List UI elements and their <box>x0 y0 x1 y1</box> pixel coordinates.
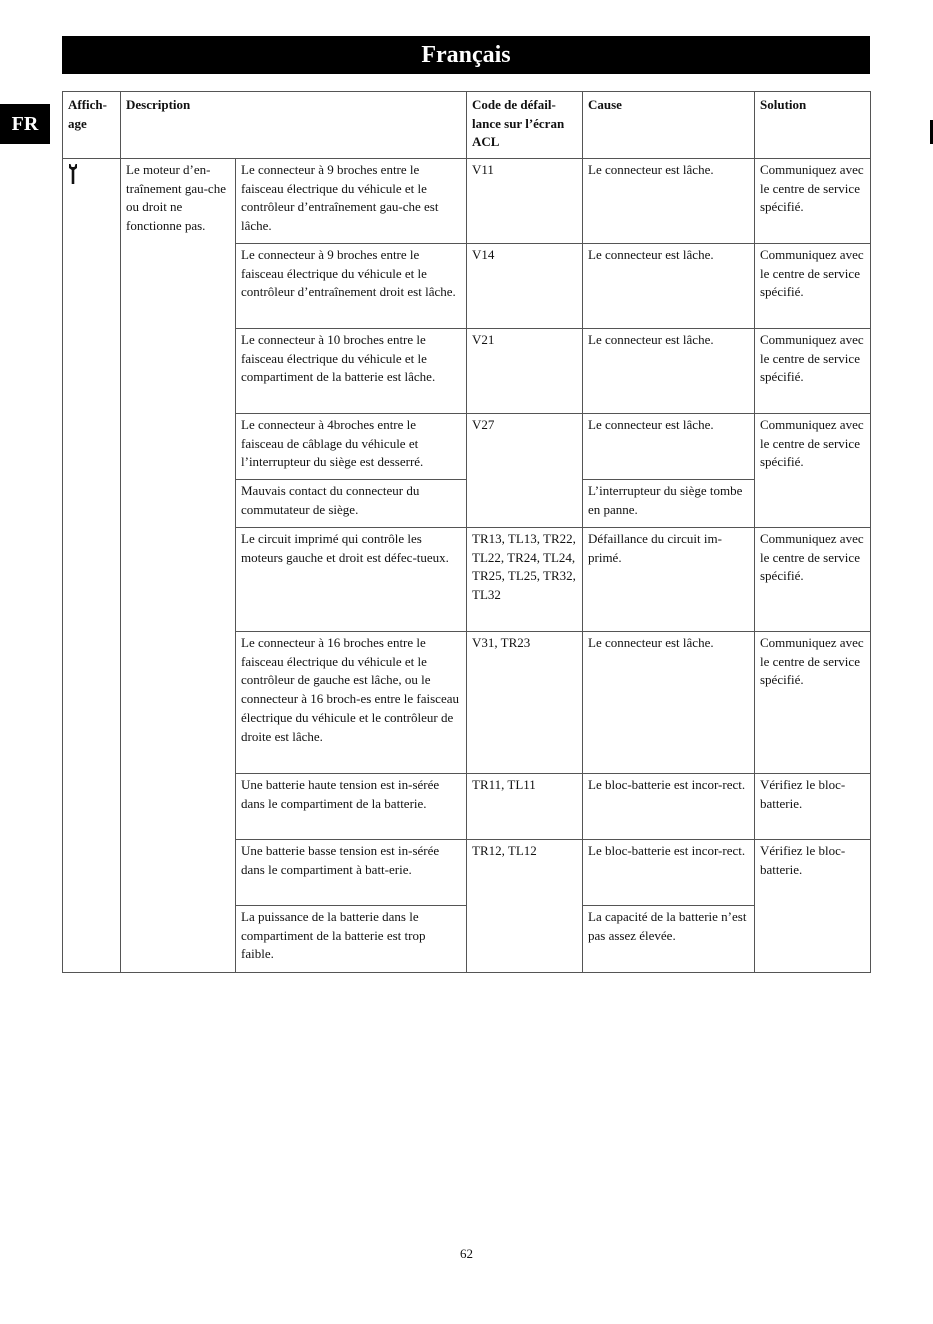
column-header-cause: Cause <box>583 92 755 159</box>
solution-cell: Communiquez avec le centre de service spécifié. <box>755 632 871 774</box>
main-description-cell: Le moteur d’en-traînement gau-che ou droit ne fonctionne pas. <box>121 159 236 973</box>
cause-cell: Défaillance du circuit im-primé. <box>583 528 755 632</box>
detail-cell: Une batterie haute tension est in-sérée dans le compartiment de la batterie. <box>236 774 467 840</box>
code-cell: TR12, TL12 <box>467 840 583 973</box>
cause-cell: Le connecteur est lâche. <box>583 244 755 329</box>
troubleshooting-table <box>62 91 871 973</box>
detail-cell: Le connecteur à 9 broches entre le faisceau électrique du véhicule et le contrôleur d’entraînement droit est lâche. <box>236 244 467 329</box>
detail-cell: La puissance de la batterie dans le compartiment de la batterie est trop faible. <box>236 906 467 973</box>
solution-cell: Communiquez avec le centre de service spécifié. <box>755 528 871 632</box>
table-row <box>63 159 871 244</box>
code-cell: TR13, TL13, TR22, TL22, TR24, TL24, TR25, TL25, TR32, TL32 <box>467 528 583 632</box>
detail-cell: Le connecteur à 10 broches entre le faisceau électrique du véhicule et le compartiment de la batterie est lâche. <box>236 329 467 414</box>
code-cell: V21 <box>467 329 583 414</box>
cause-cell: Le bloc-batterie est incor-rect. <box>583 840 755 906</box>
code-cell: TR11, TL11 <box>467 774 583 840</box>
detail-cell: Le circuit imprimé qui contrôle les moteurs gauche et droit est défec-tueux. <box>236 528 467 632</box>
code-cell: V27 <box>467 414 583 528</box>
solution-cell: Communiquez avec le centre de service spécifié. <box>755 244 871 329</box>
table-header-row <box>63 92 871 159</box>
cause-cell: Le connecteur est lâche. <box>583 159 755 244</box>
section-title: Français <box>421 42 511 68</box>
solution-cell: Vérifiez le bloc-batterie. <box>755 840 871 973</box>
display-cell <box>63 159 121 973</box>
column-header-description: Description <box>121 92 467 159</box>
cause-cell: Le connecteur est lâche. <box>583 329 755 414</box>
page-number: 62 <box>460 1246 473 1261</box>
code-cell: V31, TR23 <box>467 632 583 774</box>
cause-cell: Le bloc-batterie est incor-rect. <box>583 774 755 840</box>
code-cell: V14 <box>467 244 583 329</box>
solution-cell: Communiquez avec le centre de service spécifié. <box>755 414 871 528</box>
code-cell: V11 <box>467 159 583 244</box>
detail-cell: Le connecteur à 4broches entre le faisceau de câblage du véhicule et l’interrupteur du siège est desserré. <box>236 414 467 480</box>
cause-cell: L’interrupteur du siège tombe en panne. <box>583 480 755 528</box>
column-header-solution: Solution <box>755 92 871 159</box>
detail-cell: Une batterie basse tension est in-sérée dans le compartiment à batt-erie. <box>236 840 467 906</box>
wrench-icon <box>68 163 78 191</box>
language-tab-label: FR <box>11 113 39 135</box>
cause-cell: Le connecteur est lâche. <box>583 414 755 480</box>
detail-cell: Le connecteur à 9 broches entre le faisceau électrique du véhicule et le contrôleur d’entraînement gau-che est lâche. <box>236 159 467 244</box>
cause-cell: Le connecteur est lâche. <box>583 632 755 774</box>
solution-cell: Vérifiez le bloc-batterie. <box>755 774 871 840</box>
detail-cell: Le connecteur à 16 broches entre le faisceau électrique du véhicule et le contrôleur de gauche est lâche, ou le connecteur à 16 broch-es entre le faisceau électrique du véhicule et le contrôleur de droite est lâche. <box>236 632 467 774</box>
solution-cell: Communiquez avec le centre de service spécifié. <box>755 329 871 414</box>
column-header-code: Code de défail-lance sur l’écran ACL <box>467 92 583 159</box>
solution-cell: Communiquez avec le centre de service spécifié. <box>755 159 871 244</box>
cause-cell: La capacité de la batterie n’est pas assez élevée. <box>583 906 755 973</box>
language-tab <box>0 104 50 144</box>
column-header-display: Affich-age <box>63 92 121 159</box>
detail-cell: Mauvais contact du connecteur du commutateur de siège. <box>236 480 467 528</box>
section-title-bar <box>62 36 870 74</box>
